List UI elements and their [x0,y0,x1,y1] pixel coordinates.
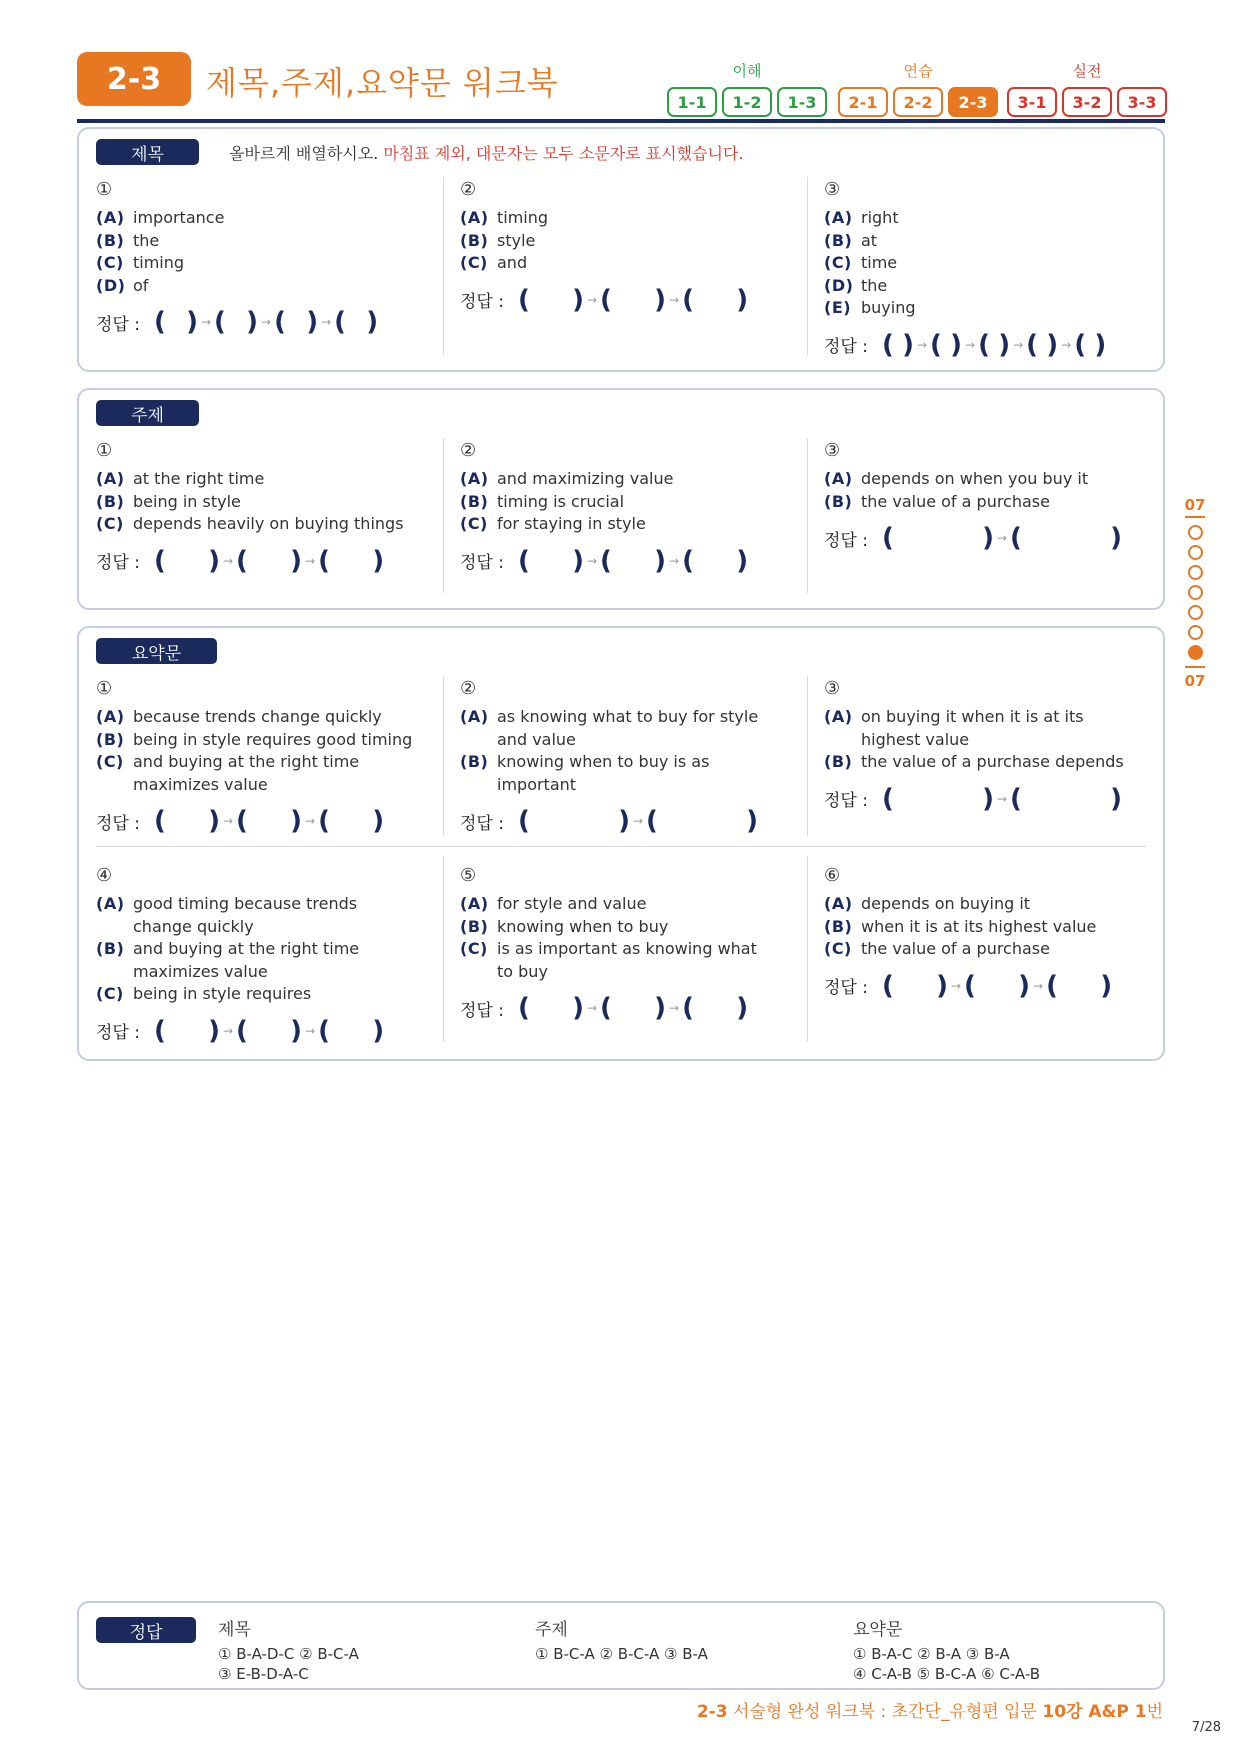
index-dot-current [1188,645,1203,660]
index-dot [1188,525,1203,540]
answer-key [77,1601,1165,1690]
title-question-2: ② (A) timing (B) style (C) and 정답 : ( ) → ( ) → ( ) [460,179,800,315]
side-index-bottom: 07 [1184,672,1206,690]
answer-row[interactable]: 정답 : ( ) → ( ) → ( ) [460,284,749,315]
side-index [1178,496,1212,690]
section-label: 요약문 [96,638,217,664]
nav-tab-3-3[interactable]: 3-3 [1117,87,1167,117]
nav-tab-1-1[interactable]: 1-1 [667,87,717,117]
summary-question-6: ⑥ (A) depends on buying it (B) when it is at its highest value (C) the value of a purchase 정답 : ( ) → ( ) → ( ) [824,865,1164,1001]
nav-tab-1-2[interactable]: 1-2 [722,87,772,117]
index-dot [1188,625,1203,640]
index-dot [1188,545,1203,560]
answer-key-title: 제목 ① B-A-D-C ② B-C-A ③ E-B-D-A-C [218,1620,359,1683]
nav-tab-2-1[interactable]: 2-1 [838,87,888,117]
answer-row[interactable]: 정답 : ( ) → ( ) → ( ) [96,1015,385,1046]
nav-tab-1-3[interactable]: 1-3 [777,87,827,117]
nav-tab-2-2[interactable]: 2-2 [893,87,943,117]
summary-question-4: ④ (A) good timing because trends change quickly (B) and buying at the right time maximizes value (C) being in style requires 정답 : ( ) → ( ) → ( ) [96,865,436,1046]
summary-question-3: ③ (A) on buying it when it is at its highest value (B) the value of a purchase depends 정답 : ( ) → ( ) [824,678,1164,814]
header-divider [77,119,1165,123]
nav-tab-3-1[interactable]: 3-1 [1007,87,1057,117]
summary-section [77,626,1165,1061]
index-dot [1188,585,1203,600]
unit-badge: 2-3 [77,52,191,106]
title-question-1: ① (A) importance (B) the (C) timing (D) of 정답 : ( ) → ( ) → ( ) → ( ) [96,179,436,337]
answer-row[interactable]: 정답 : ( ) → ( ) → ( ) [824,970,1113,1001]
answer-key-label: 정답 [96,1617,196,1643]
answer-key-theme: 주제 ① B-C-A ② B-C-A ③ B-A [535,1620,708,1663]
instruction: 올바르게 배열하시오. 마침표 제외, 대문자는 모두 소문자로 표시했습니다. [229,144,744,163]
summary-question-2: ② (A) as knowing what to buy for style and value (B) knowing when to buy is as important 정답 : ( ) → ( ) [460,678,800,836]
section-label: 제목 [96,139,199,165]
nav-group-label: 실전 [1072,62,1102,80]
theme-question-1: ① (A) at the right time (B) being in style (C) depends heavily on buying things 정답 : ( ) → ( ) → ( ) [96,440,436,576]
title-question-3: ③ (A) right (B) at (C) time (D) the (E) buying 정답 : ( ) → ( ) → ( ) → ( ) → ( ) [824,179,1164,360]
nav-group-label: 이해 [732,62,762,80]
nav-group-understand [667,60,827,117]
summary-question-1: ① (A) because trends change quickly (B) being in style requires good timing (C) and buying at the right time maximizes value 정답 : ( ) → ( ) → ( ) [96,678,436,836]
answer-row[interactable]: 정답 : ( ) → ( ) [824,783,1123,814]
answer-row[interactable]: 정답 : ( ) → ( ) → ( ) [96,806,385,836]
answer-row[interactable]: 정답 : ( ) → ( ) [460,806,759,836]
page-number: 7/28 [1191,1720,1221,1735]
nav-group-practice [838,60,998,117]
answer-row[interactable]: 정답 : ( ) → ( ) → ( ) [460,993,749,1023]
title-section [77,127,1165,372]
side-index-top: 07 [1184,496,1206,514]
answer-row[interactable]: 정답 : ( ) → ( ) → ( ) → ( ) → ( ) [824,329,1107,360]
index-dot [1188,565,1203,580]
nav-group-label: 연습 [903,62,933,80]
answer-row[interactable]: 정답 : ( ) → ( ) → ( ) → ( ) [96,307,379,337]
answer-row[interactable]: 정답 : ( ) → ( ) [824,523,1123,553]
theme-question-3: ③ (A) depends on when you buy it (B) the value of a purchase 정답 : ( ) → ( ) [824,440,1164,553]
theme-section [77,388,1165,610]
answer-row[interactable]: 정답 : ( ) → ( ) → ( ) [96,545,385,576]
summary-question-5: ⑤ (A) for style and value (B) knowing when to buy (C) is as important as knowing what to buy 정답 : ( ) → ( ) → ( ) [460,865,800,1023]
answer-row[interactable]: 정답 : ( ) → ( ) → ( ) [460,545,749,576]
index-dot [1188,605,1203,620]
page-title: 제목,주제,요약문 워크북 [206,64,559,102]
nav-group-real [1007,60,1167,117]
footer-caption: 2-3 서술형 완성 워크북 : 초간단_유형편 입문 10강 A&P 1번 [696,1702,1163,1722]
section-label: 주제 [96,400,199,426]
answer-key-summary: 요약문 ① B-A-C ② B-A ③ B-A ④ C-A-B ⑤ B-C-A ⑥ C-A-B [853,1620,1041,1683]
nav-tab-2-3[interactable]: 2-3 [948,87,998,117]
theme-question-2: ② (A) and maximizing value (B) timing is crucial (C) for staying in style 정답 : ( ) → ( ) → ( ) [460,440,800,576]
nav-tab-3-2[interactable]: 3-2 [1062,87,1112,117]
